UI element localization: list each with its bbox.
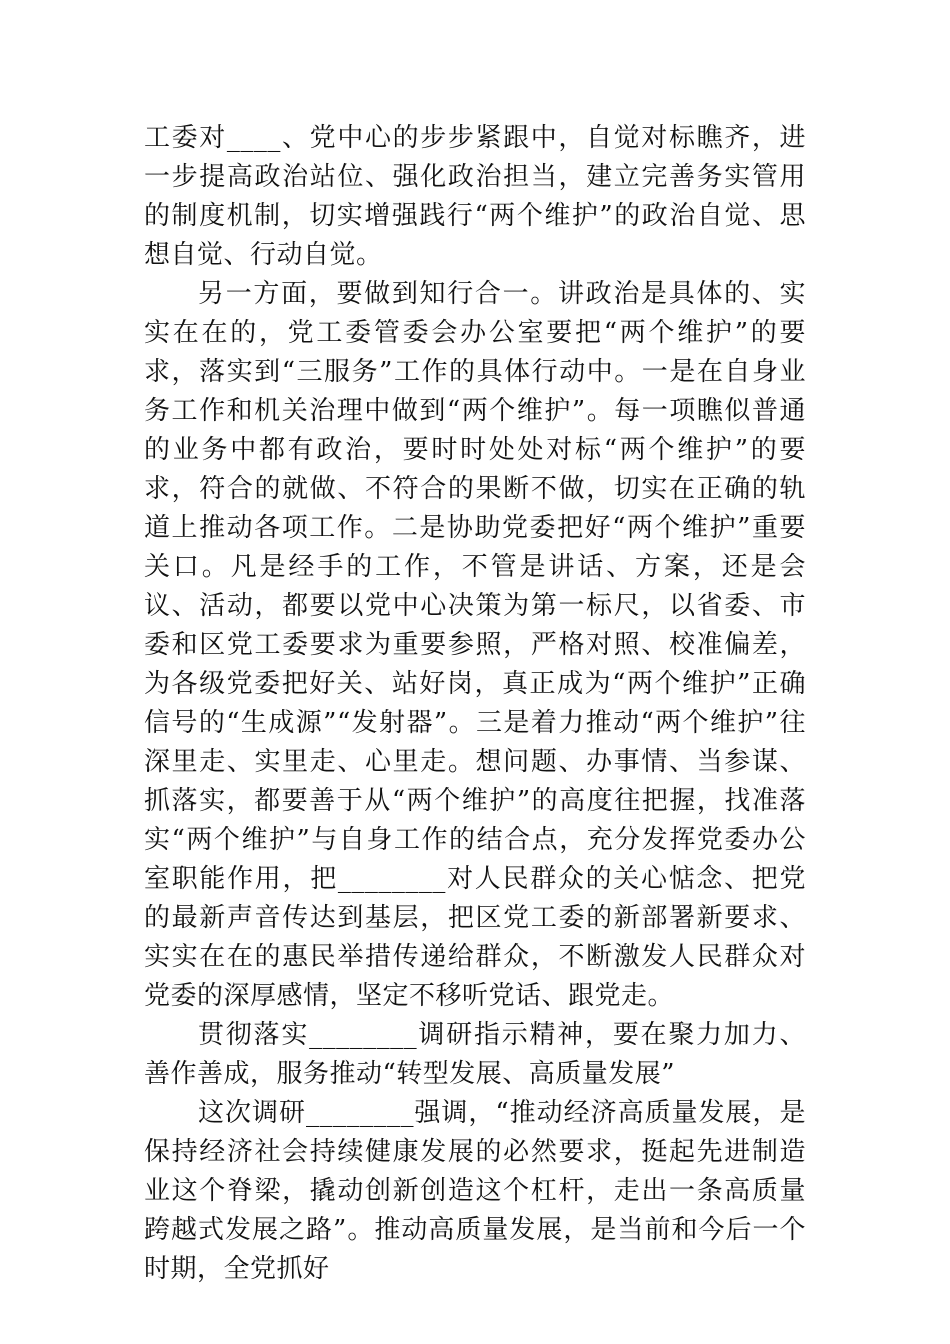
document-page — [144, 119, 806, 1289]
paragraph-1: 工委对____、党中心的步步紧跟中，自觉对标瞧齐，进一步提高政治站位、强化政治担当，建立完善务实管用的制度机制，切实增强践行“两个维护”的政治自觉、思想自觉、行动自觉。 — [144, 123, 806, 270]
paragraph-2: 另一方面，要做到知行合一。讲政治是具体的、实实在在的，党工委管委会办公室要把“两个维护”的要求，落实到“三服务”工作的具体行动中。一是在自身业务工作和机关治理中做到“两个维护”。每一项瞧似普通的业务中都有政治，要时时处处对标“两个维护”的要求，符合的就做、不符合的果断不做，切实在正确的轨道上推动各项工作。二是协助党委把好“两个维护”重要关口。凡是经手的工作，不管是讲话、方案，还是会议、活动，都要以党中心决策为第一标尺，以省委、市委和区党工委要求为重要参照，严格对照、校准偏差，为各级党委把好关、站好岗，真正成为“两个维护”正确信号的“生成源”“发射器”。三是着力推动“两个维护”往深里走、实里走、心里走。想问题、办事情、当参谋、抓落实，都要善于从“两个维护”的高度往把握，找准落实“两个维护”与自身工作的结合点，充分发挥党委办公室职能作用，把________对人民群众的关心惦念、把党的最新声音传达到基层，把区党工委的新部署新要求、实实在在的惠民举措传递给群众，不断激发人民群众对党委的深厚感情，坚定不移听党话、跟党走。 — [144, 279, 806, 1011]
paragraph-4: 这次调研________强调，“推动经济高质量发展，是保持经济社会持续健康发展的必然要求，挺起先进制造业这个脊梁，撬动创新创造这个杠杆，走出一条高质量跨越式发展之路”。推动高质量发展，是当前和今后一个时期，全党抓好 — [144, 1098, 806, 1284]
paragraph-3: 贯彻落实________调研指示精神，要在聚力加力、善作善成，服务推动“转型发展、高质量发展” — [144, 1020, 806, 1089]
